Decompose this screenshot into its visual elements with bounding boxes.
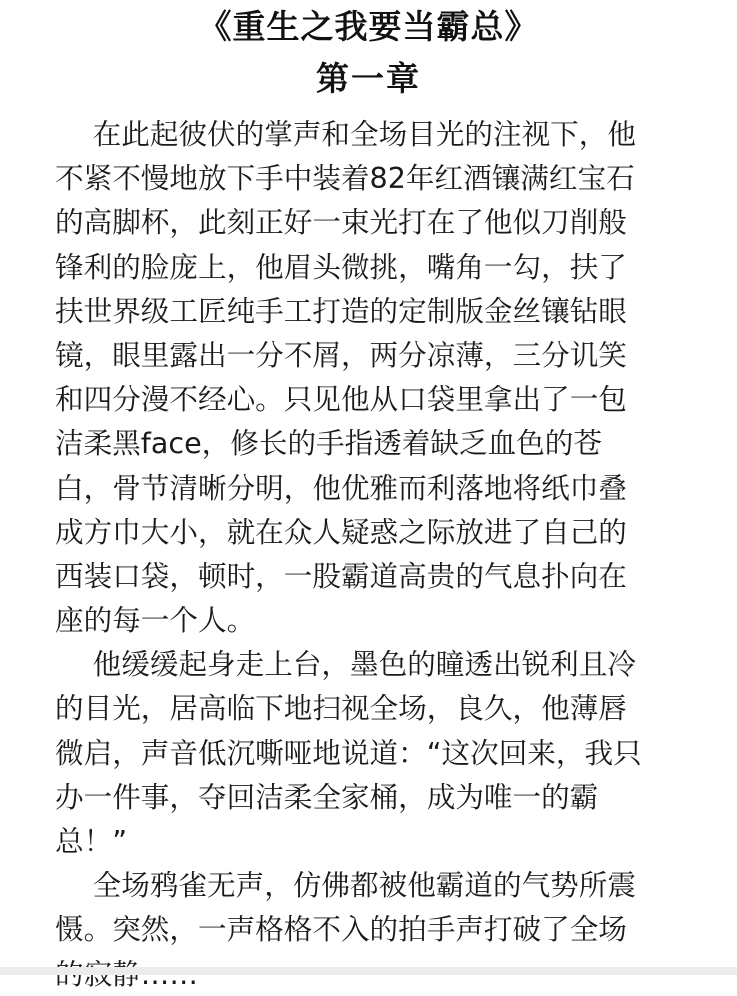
text-line: 慑。突然，一声格格不入的拍手声打破了全场: [55, 912, 627, 947]
chapter-title: 第一章: [316, 59, 421, 98]
text-line: 成方巾大小，就在众人疑惑之际放进了自己的: [55, 514, 627, 549]
text-line: 镜，眼里露出一分不屑，两分凉薄，三分讥笑: [55, 337, 627, 372]
text-line: 在此起彼伏的掌声和全场目光的注视下，他: [55, 117, 636, 151]
text-line: 和四分漫不经心。只见他从口袋里拿出了一包: [55, 382, 627, 417]
text-line: 座的每一个人。: [55, 603, 256, 638]
text-line: 总！”: [55, 824, 128, 858]
book-title: 《重生之我要当霸总》: [198, 7, 539, 46]
text-line: 不紧不慢地放下手中装着82年红酒镶满红宝石: [55, 161, 635, 196]
text-line: 的目光，居高临下地扫视全场，良久，他薄唇: [55, 691, 627, 726]
text-line: 办一件事，夺回洁柔全家桶，成为唯一的霸: [55, 779, 599, 814]
text-line: 西装口袋，顿时，一股霸道高贵的气息扑向在: [55, 558, 627, 593]
body-text: [55, 112, 695, 996]
text-line: 的高脚杯，此刻正好一束光打在了他似刀削般: [55, 205, 627, 240]
text-line: 他缓缓起身走上台，墨色的瞳透出锐利且冷: [55, 647, 636, 682]
text-line: 白，骨节清晰分明，他优雅而利落地将纸巾叠: [55, 470, 627, 505]
text-line: 锋利的脸庞上，他眉头微挑，嘴角一勾，扶了: [55, 249, 627, 284]
text-line: 全场鸦雀无声，仿佛都被他霸道的气势所震: [55, 868, 636, 903]
text-line: 微启，声音低沉嘶哑地说道：“这次回来，我只: [55, 735, 642, 770]
text-line: 洁柔黑face，修长的手指透着缺乏血色的苍: [55, 426, 602, 461]
text-line: 扶世界级工匠纯手工打造的定制版金丝镶钻眼: [55, 293, 627, 328]
bottom-strip: [0, 967, 737, 975]
